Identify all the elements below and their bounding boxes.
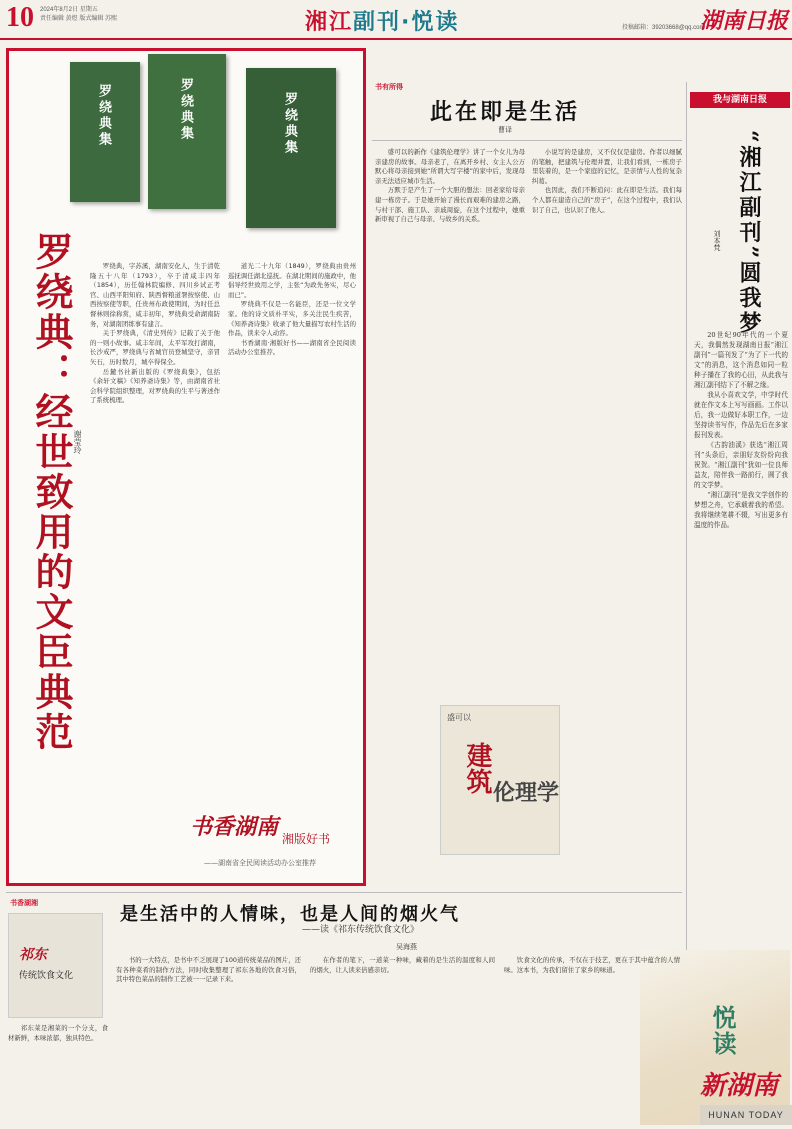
paragraph: 我从小喜欢文学，中学时代就在作文本上写写画画。工作以后，我一边做好本职工作，一边坚持读书写作，作品先后在多家报刊发表。: [694, 391, 788, 439]
paragraph: 《古韵油溪》获选“湘江周刊”头条后，亲朋好友纷纷向我祝贺。“湘江副刊”犹如一位良师益友，陪伴我一路前行，圆了我的文学梦。: [694, 441, 788, 489]
center-article-title: 此在即是生活: [430, 99, 581, 125]
yuedu-logo: 悦读: [708, 1005, 737, 1057]
bottom-column-1: [116, 956, 301, 1124]
bottom-column-3: [504, 956, 680, 1124]
right-article-body: [694, 330, 788, 945]
section-name: 副刊·悦读: [353, 10, 460, 35]
paragraph: 岳麓书社新出版的《罗绕典集》，包括《余轩文稿》《知养斋诗集》等，由湖南省社会科学院组织整理，对罗绕典的生平与著述作了系统梳理。: [90, 367, 220, 405]
page-number: 10: [6, 2, 34, 33]
bottom-section-tag: 书香湖湘: [10, 899, 38, 907]
paragraph: 万默于是产生了一个大胆的想法：回老家给母亲建一栋房子。于是她开始了漫长而艰难的建房之路，与村干部、施工队、亲戚周旋，在这个过程中，她重新审视了自己与母亲、与故乡的关系。: [375, 186, 525, 224]
book-cover-title: 罗绕典集: [282, 92, 297, 156]
book-cover-title: 祁东: [19, 947, 47, 963]
logo-sub-text: 湘版好书: [282, 832, 331, 846]
date-line: 2024年8月2日 星期五: [40, 7, 98, 13]
feature-byline: 谢莹玲: [73, 430, 82, 454]
bottom-book-cover: [8, 913, 103, 1018]
paragraph: 在作者的笔下，一道菜一种味，藏着的是生活的温度和人间的烟火，让人读来倍感亲切。: [310, 956, 495, 974]
bottom-article-title: 是生活中的人情味，也是人间的烟火气: [120, 904, 460, 925]
hunan-today-logo: HUNAN TODAY: [700, 1105, 792, 1125]
right-article-title: “湘江副刊”圆我梦: [736, 130, 762, 337]
paragraph: “湘江副刊”是我文学创作的梦想之舟，它承载着我的希望。我将继续笔耕不辍，写出更多有温度的作品。: [694, 491, 788, 529]
paragraph: 小说写的是建房，又不仅仅是建房。作者以细腻的笔触，把建筑与伦理并置，让我们看到，一栋房子里装着的，是一个家庭的记忆，是亲情与人性的复杂纠葛。: [532, 148, 682, 185]
book-cover: [148, 54, 226, 209]
bottom-column-2: [310, 956, 495, 1124]
bottom-photo-caption: [8, 1024, 108, 1124]
section-prefix: 湘江: [305, 10, 354, 35]
paragraph: 饮食文化的传承，不仅在于技艺，更在于其中蕴含的人情味。这本书，为我们留住了家乡的味道。: [504, 956, 680, 974]
center-book-cover: [440, 705, 560, 855]
caption: 祁东菜是湘菜的一个分支，食材新鲜，本味浓郁，独具特色。: [8, 1024, 108, 1042]
book-title-b: 伦理学: [493, 780, 560, 806]
book-cover: [246, 68, 336, 228]
paragraph: 20世纪90年代的一个夏天，我偶然发现湖南日报“湘江副刊”一篇刊发了“为了下一代的文”的消息，这个消息如同一粒种子播在了我的心田，从此我与湘江副刊结下了不解之缘。: [694, 331, 788, 389]
section-title: [305, 5, 459, 36]
book-cover-title: 罗绕典集: [178, 78, 193, 142]
shuxiang-hunan-logo: [190, 810, 350, 880]
feature-headline: 罗绕典：经世致用的文臣典范: [29, 232, 74, 752]
logo-tagline: ——湖南省全民阅读活动办公室推荐: [204, 859, 316, 867]
right-article-author: 刘本梵: [713, 230, 721, 251]
paragraph: 也因此，我们不断追问：此在即是生活。我们每个人都在建造自己的“房子”，在这个过程中，我们认识了自己，也认识了他人。: [532, 186, 682, 214]
paragraph: 关于罗绕典，《清史列传》记载了关于他的一则小故事。咸丰年间，太平军攻打湖南，长沙戒严，罗绕典与省城官员登城坚守，亲冒矢石，历时数月，城卒得保全。: [90, 329, 220, 366]
right-section-banner: 我与湖南日报: [690, 92, 790, 108]
edition-meta: [40, 6, 117, 24]
logo-main-text: 书香湖南: [190, 814, 279, 840]
feature-column-2: [228, 262, 356, 802]
center-article-author: 曹译: [498, 126, 512, 134]
center-column-2: [532, 148, 682, 698]
bottom-article-subtitle: ——读《祁东传统饮食文化》: [302, 925, 420, 935]
paragraph: 道光二十九年（1849），罗绕典由贵州巡抚调任湖北巡抚。在湖北期间的施政中，他倡导经世致用之学，主张“为政先务实，尽心而已”。: [228, 262, 356, 299]
book-cover-title: 罗绕典集: [96, 84, 111, 148]
center-section-tag: 书有所得: [375, 83, 403, 91]
paragraph: 罗绕典不仅是一名能臣，还是一位文学家。他的诗文质朴平实，多关注民生疾苦，《知养斋诗集》收录了他大量描写农村生活的作品，读来令人动容。: [228, 300, 356, 338]
xinhunan-logo: 新湖南: [700, 1071, 779, 1101]
book-cover: [70, 62, 140, 202]
book-title-a: 建筑: [462, 742, 492, 794]
book-author: 盛可以: [447, 713, 471, 722]
feature-column-1: [90, 262, 220, 802]
submission-email: 投稿邮箱：39203668@qq.com: [622, 25, 705, 31]
paragraph: 书的一大特点，是书中不乏展现了100道传统菜品的图片，还有各种菜肴的制作方法，同时收集整理了祁东各地的饮食习俗，其中特色菜品的制作工艺被一一记录下来。: [116, 956, 301, 984]
paragraph: 盛可以的新作《建筑伦理学》讲了一个女儿为母亲建房的故事。母亲老了，在离开乡村、女主人公万默心将母亲接到她“所谓大写字楼”的家中后，发现母亲无法适应城市生活。: [375, 148, 525, 185]
bottom-article-author: 吴海燕: [396, 943, 417, 951]
book-cover-subtitle: 传统饮食文化: [19, 971, 74, 981]
book-cover-photo: [70, 54, 340, 254]
divider: [6, 892, 682, 893]
paragraph: 书香湖南·湘版好书——湖南省全民阅读活动办公室推荐。: [228, 338, 356, 357]
divider: [372, 140, 682, 141]
newspaper-logo: 湖南日报: [700, 8, 789, 34]
paragraph: 罗绕典，字苏溪，湖南安化人，生于清乾隆五十八年（1793），卒于清咸丰四年（1854），历任翰林院编修、四川乡试正考官、山西平阳知府、陕西督粮道署按察使、山西按察使等职，任贵州布政使期间，为时任总督林则徐称赏，咸丰初年，罗绕典受命湖南防务，对湖南团练事有建言。: [90, 262, 220, 328]
editors-line: 责任编辑 黄煜 版式编辑 苏熙: [40, 16, 118, 22]
